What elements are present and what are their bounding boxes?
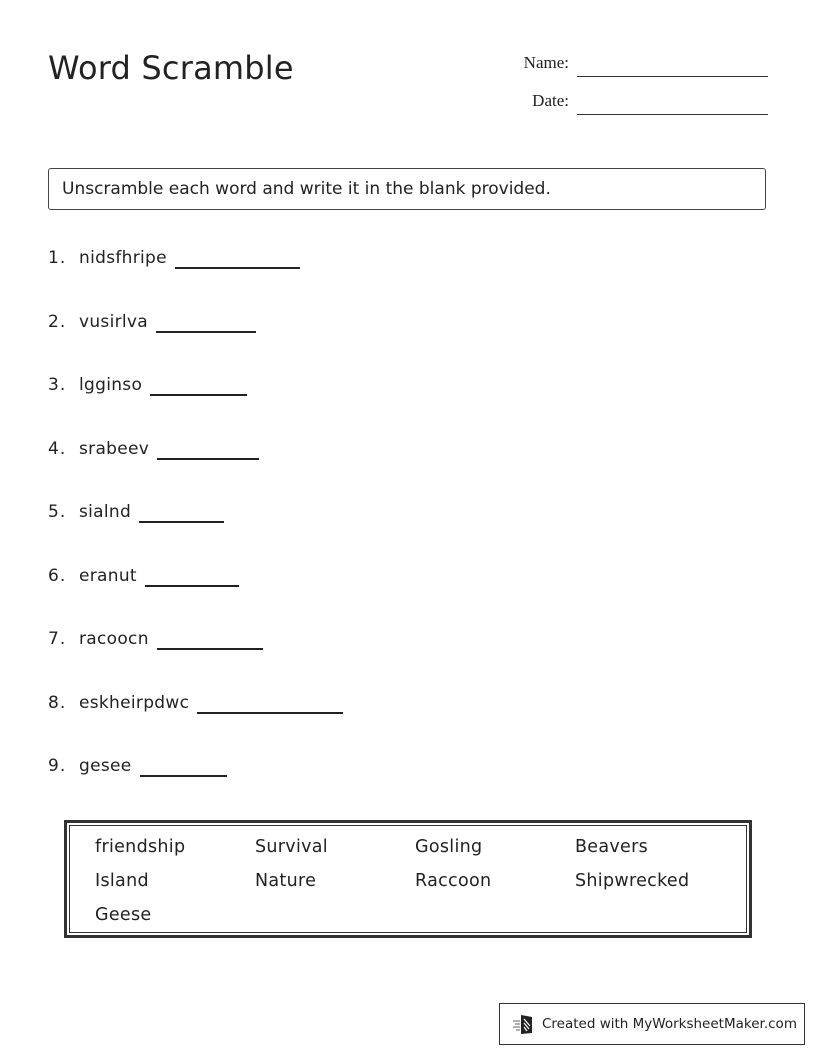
question-number: 3. (48, 375, 67, 395)
word-bank-item: Nature (255, 871, 317, 891)
answer-blank (139, 521, 224, 523)
scrambled-word: nidsfhripe (79, 248, 167, 268)
instructions-text: Unscramble each word and write it in the blank provided. (62, 179, 551, 199)
worksheet-title: Word Scramble (48, 49, 294, 87)
question-number: 4. (48, 438, 67, 459)
question-number: 9. (48, 756, 67, 776)
date-label: Date: (532, 91, 569, 110)
name-label: Name: (523, 53, 569, 72)
question-item (48, 693, 343, 757)
answer-blank (140, 775, 227, 777)
scrambled-word: gesee (79, 756, 132, 776)
question-item (48, 756, 343, 820)
name-blank-line (577, 76, 768, 77)
question-number: 8. (48, 692, 67, 713)
scrambled-word: srabeev (79, 438, 150, 459)
answer-blank (175, 267, 300, 269)
question-item (48, 566, 343, 630)
answer-blank (157, 648, 263, 650)
worksheet-maker-logo-icon (512, 1013, 536, 1035)
footer-credit-text: Created with MyWorksheetMaker.com (542, 1016, 797, 1032)
scrambled-word: vusirlva (79, 311, 149, 332)
footer-credit-badge[interactable] (499, 1003, 805, 1045)
word-bank-item: Beavers (575, 837, 649, 857)
question-item (48, 502, 343, 566)
answer-blank (150, 394, 247, 396)
word-bank-item: Gosling (415, 837, 483, 857)
word-bank-item: Island (95, 871, 149, 891)
answer-blank (157, 458, 259, 460)
name-field (509, 52, 768, 74)
answer-blank (197, 712, 343, 714)
word-bank (64, 820, 752, 938)
word-bank-item: Shipwrecked (575, 871, 690, 891)
question-item (48, 375, 343, 439)
question-number: 5. (48, 502, 67, 522)
scrambled-word: eskheirpdwc (79, 692, 190, 713)
word-bank-item: Survival (255, 837, 328, 857)
answer-blank (156, 331, 256, 333)
date-field (509, 90, 768, 112)
question-item (48, 312, 343, 376)
question-list (48, 248, 343, 820)
word-bank-item: Raccoon (415, 871, 492, 891)
instructions-box (48, 168, 766, 210)
question-item (48, 629, 343, 693)
question-item (48, 439, 343, 503)
word-bank-item: friendship (95, 837, 186, 857)
scrambled-word: eranut (79, 565, 137, 586)
question-number: 7. (48, 629, 67, 649)
question-number: 6. (48, 565, 67, 586)
word-bank-item: Geese (95, 905, 152, 925)
answer-blank (145, 585, 239, 587)
scrambled-word: racoocn (79, 629, 149, 649)
question-number: 2. (48, 311, 67, 332)
word-bank-grid (69, 825, 747, 933)
date-blank-line (577, 114, 768, 115)
scrambled-word: lgginso (79, 375, 143, 395)
question-item (48, 248, 343, 312)
question-number: 1. (48, 248, 67, 268)
scrambled-word: sialnd (79, 502, 132, 522)
